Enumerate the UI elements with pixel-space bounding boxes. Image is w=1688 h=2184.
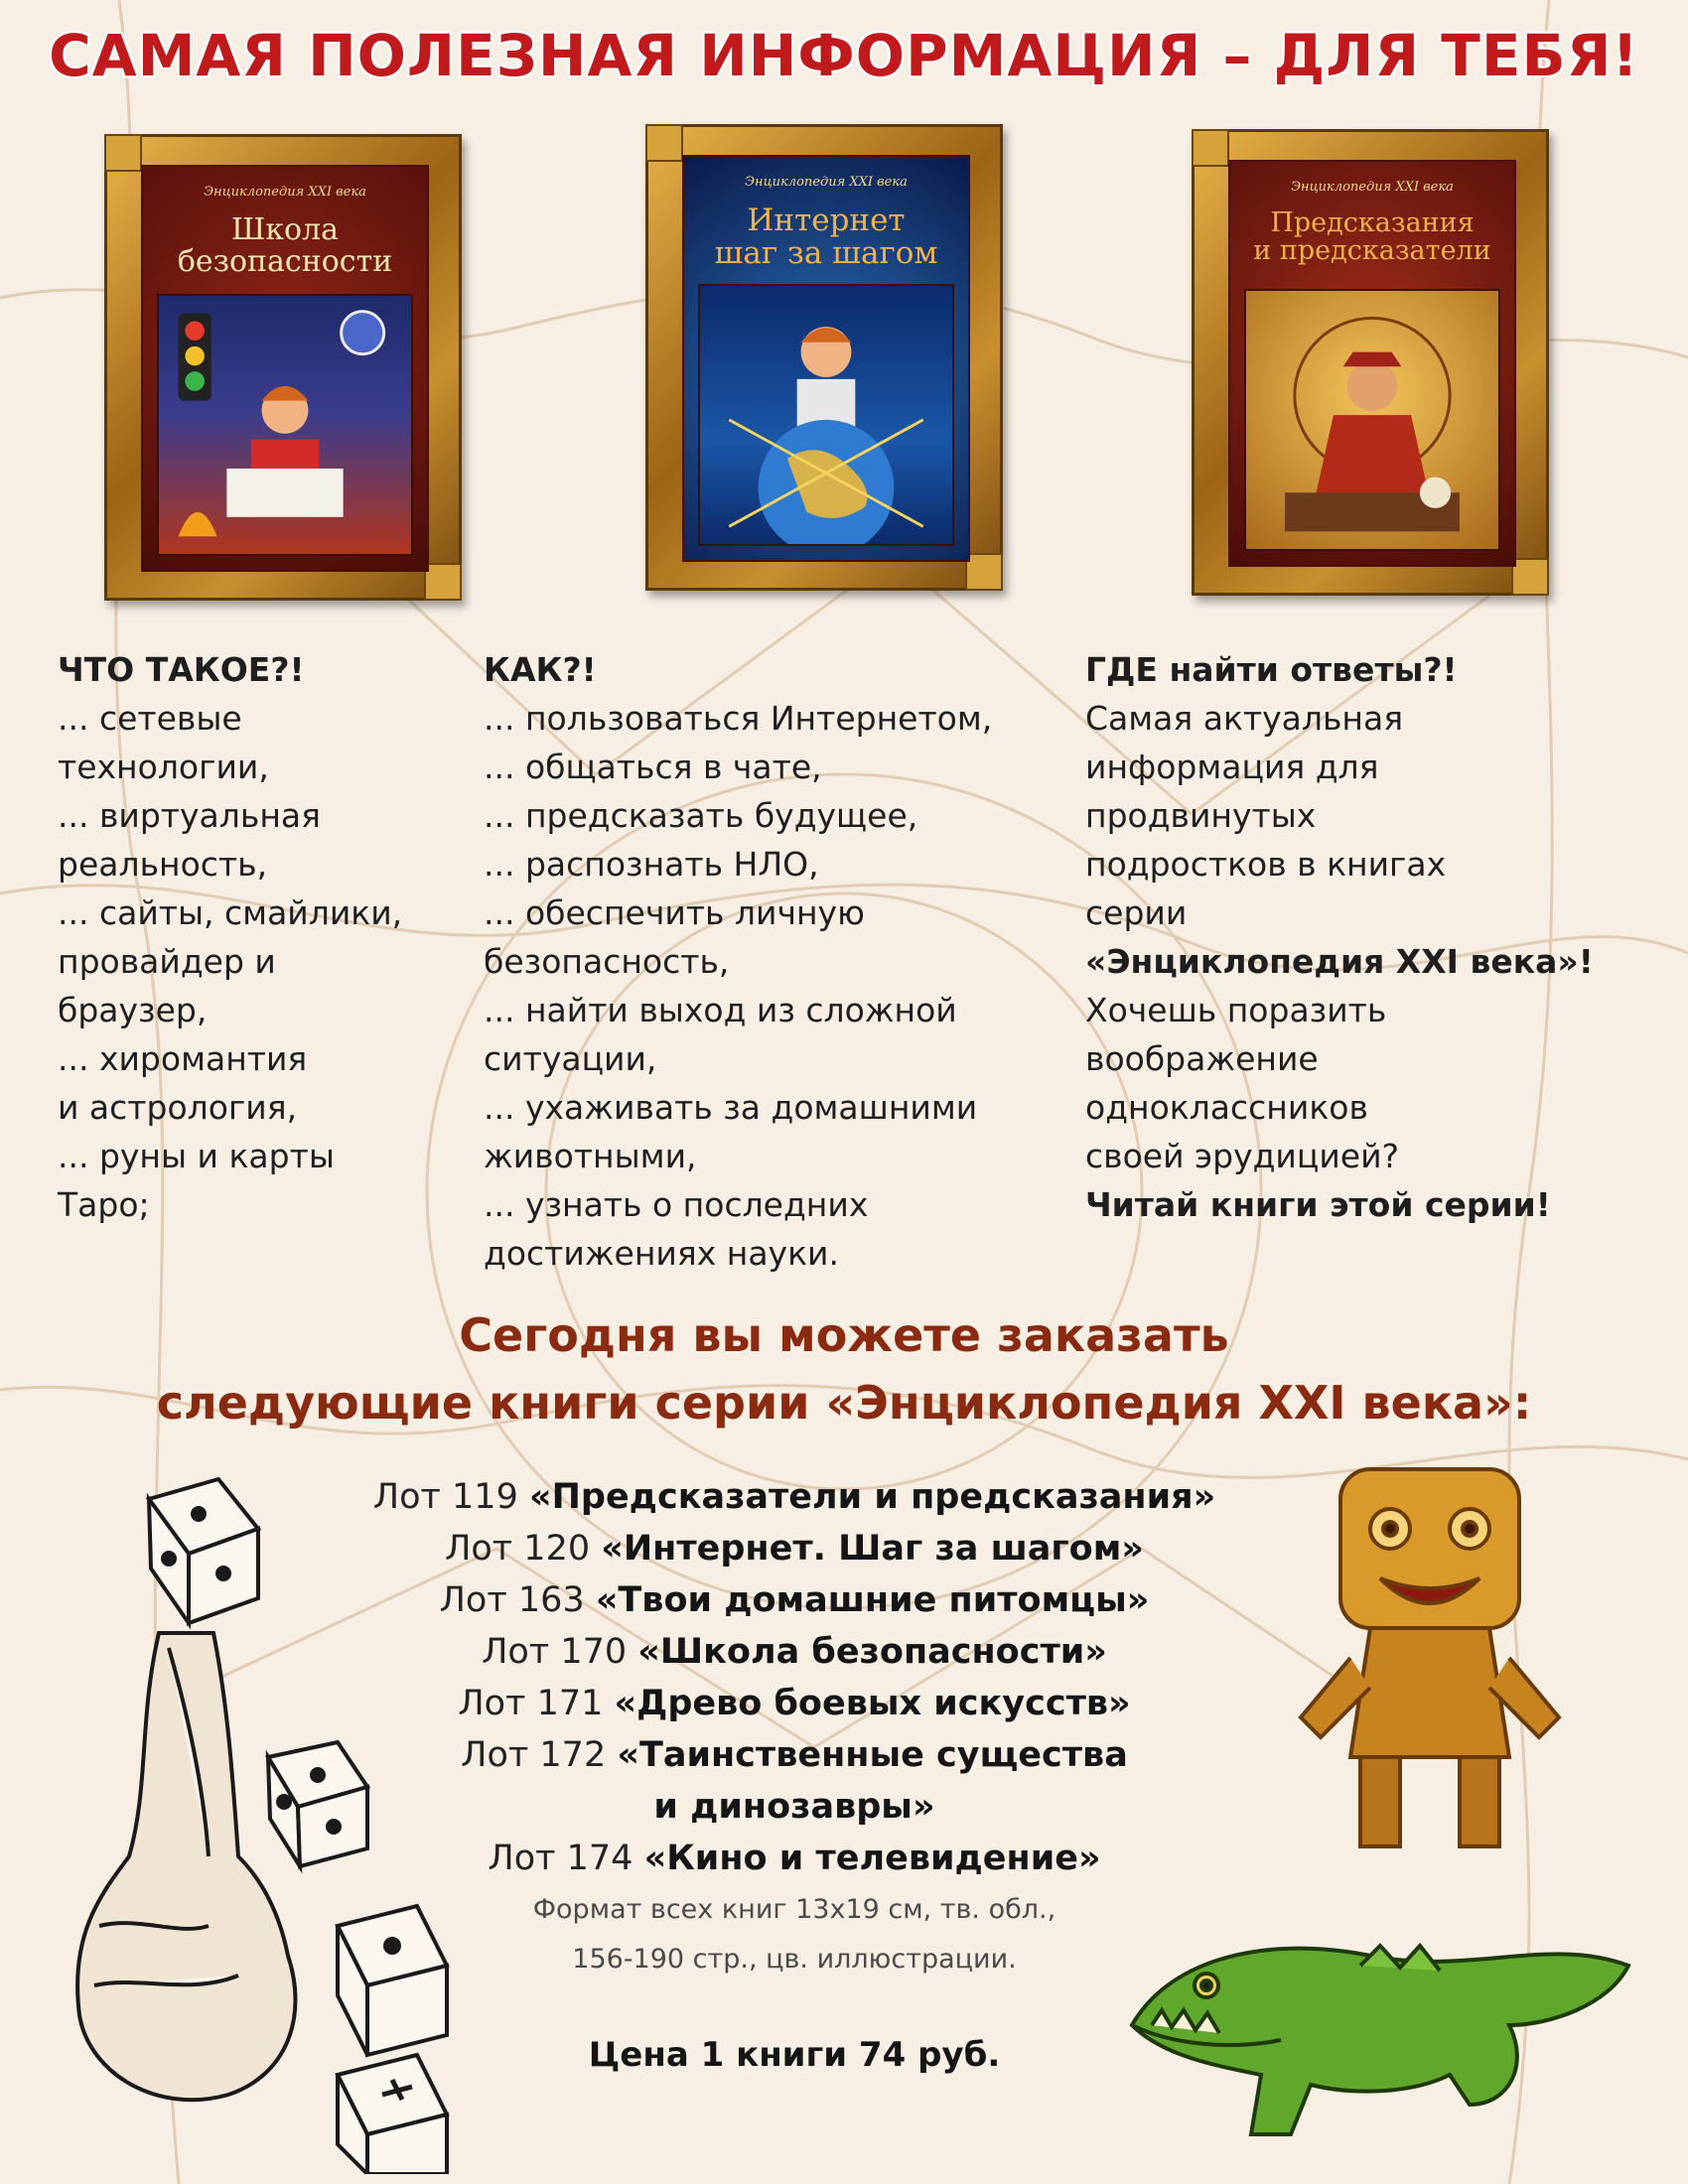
book-title: Предсказания и предсказатели: [1253, 207, 1491, 267]
book-title: Интернет шаг за шагом: [714, 203, 938, 271]
book-series: Энциклопедия XXI века: [745, 175, 908, 190]
book-illustration: [698, 284, 954, 546]
lot-number: Лот 120: [445, 1529, 591, 1569]
lot-title: «Интернет. Шаг за шагом»: [601, 1529, 1144, 1569]
book-series: Энциклопедия XXI века: [204, 185, 366, 200]
lot-title: «Предсказатели и предсказания»: [528, 1477, 1216, 1517]
golden-idol-figure: [1281, 1459, 1579, 1856]
lot-title: и динозавры»: [653, 1787, 935, 1827]
lot-number: Лот 119: [372, 1477, 518, 1517]
column-how: [484, 645, 1079, 1278]
call-to-action: Читай книги этой серии!: [1085, 1185, 1551, 1224]
lot-number: Лот 174: [488, 1839, 633, 1878]
format-note-line2: 156-190 стр., цв. иллюстрации.: [572, 1944, 1017, 1975]
column-heading: ГДЕ найти ответы?!: [1085, 650, 1458, 689]
column-heading: КАК?!: [484, 650, 597, 689]
lot-number: Лот 172: [461, 1735, 607, 1775]
book-illustration: [157, 294, 413, 556]
book-cover-predictions: [1192, 129, 1549, 596]
lot-title: «Школа безопасности»: [637, 1632, 1107, 1672]
column-text: ... пользоваться Интернетом, ... общаться в чате, ... предсказать будущее, ... распознать НЛО, ... обеспечить личную безопасность, ... найти выход из сложной ситуации, ... ухаживать за домашними животными, ... узнать о последних достижениях науки.: [484, 699, 993, 1273]
order-heading-line1: Сегодня вы можете заказать: [459, 1308, 1229, 1362]
book-illustration: [1244, 289, 1500, 551]
book-cover-internet: [645, 124, 1003, 591]
book-title: Школа безопасности: [177, 212, 393, 279]
price-label: Цена 1 книги 74 руб.: [588, 2035, 1001, 2075]
lot-number: Лот 171: [458, 1684, 604, 1723]
lot-number: Лот 163: [439, 1580, 585, 1620]
lot-number: Лот 170: [482, 1632, 628, 1672]
column-heading: ЧТО ТАКОЕ?!: [58, 650, 305, 689]
column-what: [58, 645, 455, 1229]
book-cover-safety: [104, 134, 462, 601]
green-crocodile-figure: [1112, 1876, 1648, 2164]
series-name: «Энциклопедия XXI века»!: [1085, 942, 1594, 981]
column-text: Самая актуальная информация для продвинутых подростков в книгах серии: [1085, 699, 1447, 932]
lot-title: «Таинственные существа: [617, 1735, 1128, 1775]
book-series: Энциклопедия XXI века: [1291, 180, 1454, 195]
format-note-line1: Формат всех книг 13x19 см, тв. обл.,: [532, 1894, 1056, 1925]
lot-title: «Твои домашние питомцы»: [595, 1580, 1150, 1620]
lot-title: «Древо боевых искусств»: [614, 1684, 1131, 1723]
column-where: [1085, 645, 1681, 1229]
lot-title: «Кино и телевидение»: [643, 1839, 1101, 1878]
crossed-fingers-dice-illustration: [40, 1459, 457, 2174]
column-text: Хочешь поразить воображение одноклассников своей эрудицией?: [1085, 991, 1400, 1175]
order-heading-line2: следующие книги серии «Энциклопедия XXI века»:: [156, 1376, 1532, 1430]
column-text: ... сетевые технологии, ... виртуальная реальность, ... сайты, смайлики, провайдер и браузер, ... хиромантия и астрология, ... руны и карты Таро;: [58, 699, 403, 1224]
page-headline: САМАЯ ПОЛЕЗНАЯ ИНФОРМАЦИЯ – ДЛЯ ТЕБЯ!: [49, 22, 1639, 89]
